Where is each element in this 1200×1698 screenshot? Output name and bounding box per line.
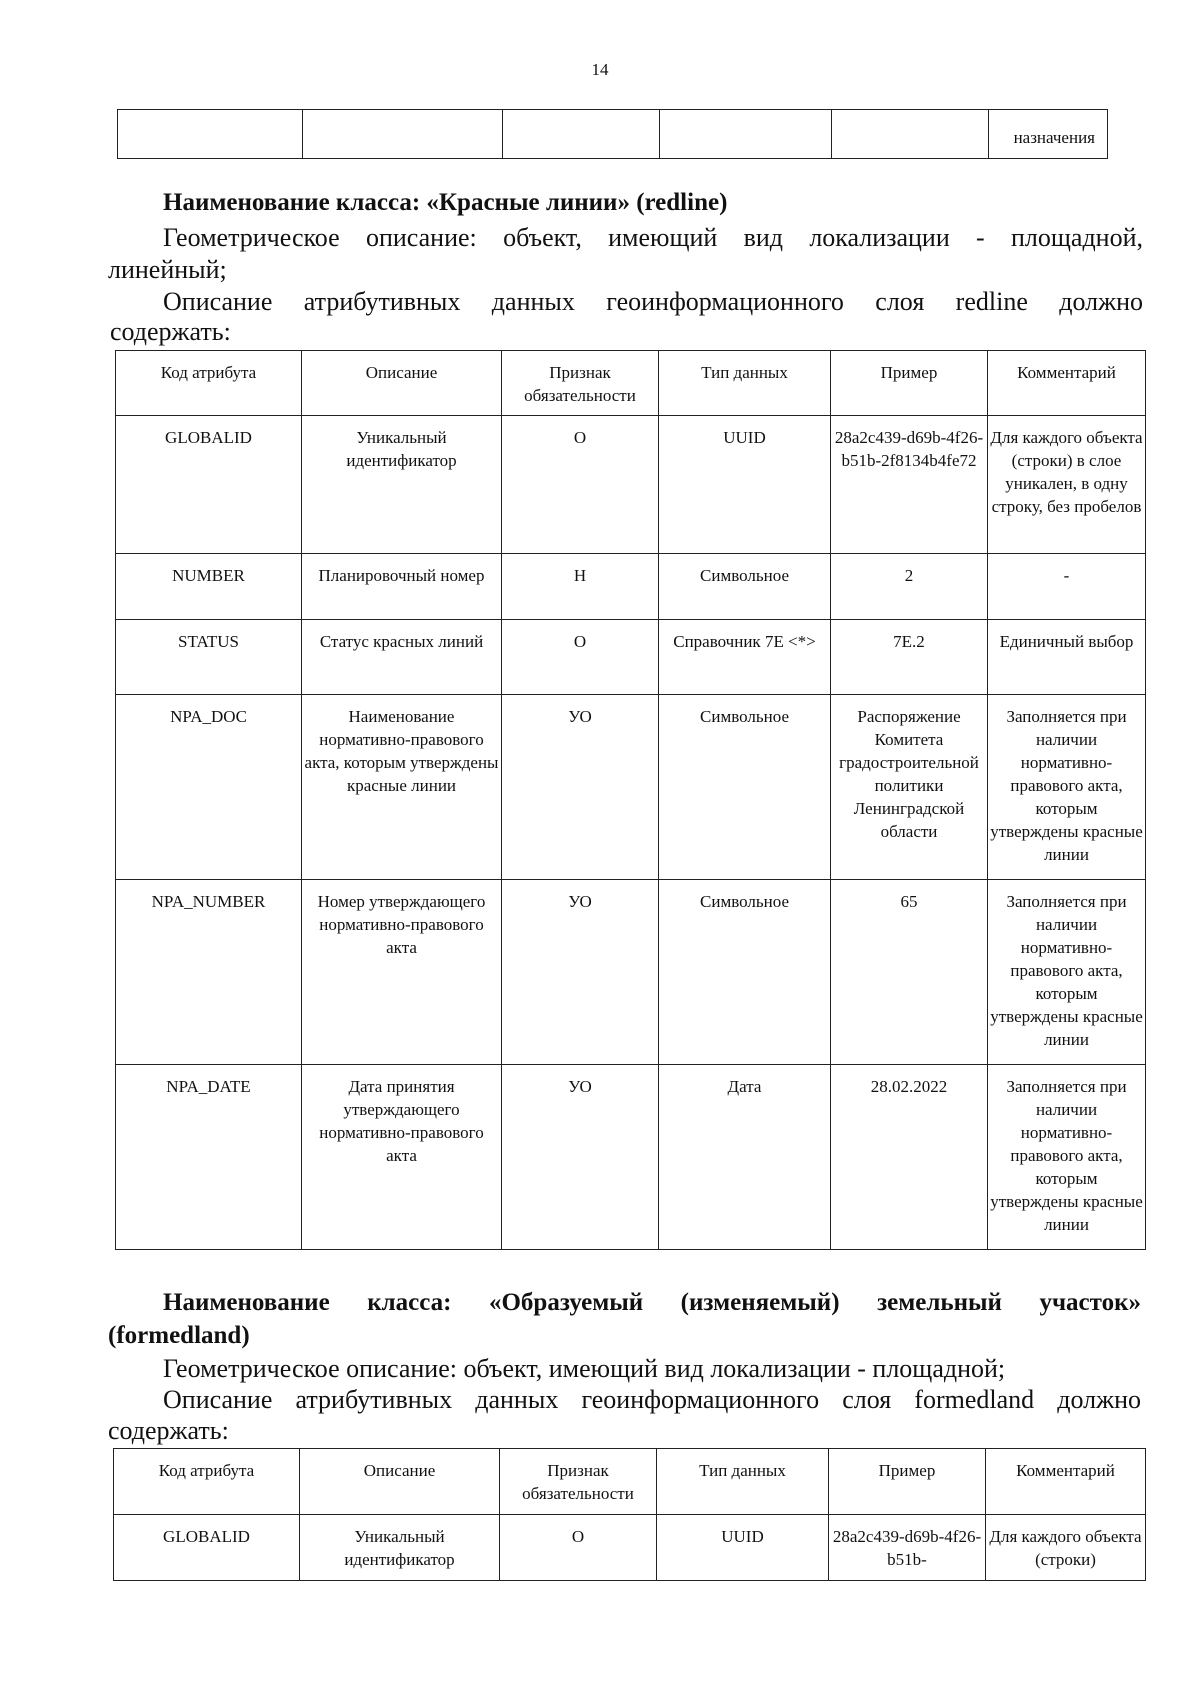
table-cell <box>503 110 660 159</box>
cell-example: 65 <box>831 880 988 1065</box>
formedland-attributes-table <box>113 1448 1146 1581</box>
cell-type: Символьное <box>659 554 831 620</box>
cell-type: Дата <box>659 1065 831 1250</box>
header-comment: Комментарий <box>988 351 1146 416</box>
table-row <box>114 1515 1146 1581</box>
redline-attributes-table <box>115 350 1146 1250</box>
cell-type: Справочник 7Е <*> <box>659 620 831 695</box>
header-description: Описание <box>302 351 502 416</box>
geometry-description-cont: линейный; <box>108 255 227 284</box>
table-row <box>116 695 1146 880</box>
cell-example: 28a2c439-d69b-4f26-b51b-2f8134b4fe72 <box>831 416 988 554</box>
cell-comment: Для каждого объекта (строки) в слое уникален, в одну строку, без пробелов <box>988 416 1146 554</box>
cell-comment: Единичный выбор <box>988 620 1146 695</box>
header-code: Код атрибута <box>114 1449 300 1515</box>
table-cell <box>660 110 832 159</box>
table-cell <box>832 110 989 159</box>
header-comment: Комментарий <box>986 1449 1146 1515</box>
attributes-description: Описание атрибутивных данных геоинформационного слоя redline должно <box>163 287 1143 316</box>
table-cell: назначения <box>989 110 1108 159</box>
cell-required: УО <box>502 880 659 1065</box>
cell-description: Статус красных линий <box>302 620 502 695</box>
cell-example: 28a2c439-d69b-4f26-b51b- <box>829 1515 986 1581</box>
page-number: 14 <box>591 60 609 79</box>
cell-required: О <box>502 416 659 554</box>
cell-code: NUMBER <box>116 554 302 620</box>
cell-type: Символьное <box>659 880 831 1065</box>
cell-type: UUID <box>657 1515 829 1581</box>
table-cell <box>118 110 303 159</box>
table-row <box>116 554 1146 620</box>
cell-example: 2 <box>831 554 988 620</box>
cell-description: Планировочный номер <box>302 554 502 620</box>
table-header-row <box>114 1449 1146 1515</box>
cell-example: Распоряжение Комитета градостроительной политики Ленинградской области <box>831 695 988 880</box>
cell-required: Н <box>502 554 659 620</box>
geometry-description: Геометрическое описание: объект, имеющий вид локализации - площадной, <box>163 223 1143 252</box>
continued-table-fragment <box>117 109 1108 159</box>
header-type: Тип данных <box>659 351 831 416</box>
table-row <box>116 416 1146 554</box>
cell-code: GLOBALID <box>116 416 302 554</box>
cell-required: УО <box>502 695 659 880</box>
cell-required: УО <box>502 1065 659 1250</box>
geometry-description-formedland: Геометрическое описание: объект, имеющий вид локализации - площадной; <box>163 1354 1006 1383</box>
cell-comment: - <box>988 554 1146 620</box>
header-type: Тип данных <box>657 1449 829 1515</box>
table-row <box>116 1065 1146 1250</box>
header-example: Пример <box>829 1449 986 1515</box>
header-required: Признак обязательности <box>500 1449 657 1515</box>
cell-example: 7Е.2 <box>831 620 988 695</box>
header-code: Код атрибута <box>116 351 302 416</box>
cell-description: Уникальный идентификатор <box>302 416 502 554</box>
section-title-redline: Наименование класса: «Красные линии» (redline) <box>163 189 728 216</box>
cell-description: Уникальный идентификатор <box>300 1515 500 1581</box>
cell-required: О <box>502 620 659 695</box>
cell-comment: Заполняется при наличии нормативно-правового акта, которым утверждены красные линии <box>988 695 1146 880</box>
attributes-description-cont: содержать: <box>110 317 231 346</box>
cell-code: NPA_DATE <box>116 1065 302 1250</box>
cell-type: UUID <box>659 416 831 554</box>
cell-code: NPA_DOC <box>116 695 302 880</box>
cell-comment: Для каждого объекта (строки) <box>986 1515 1146 1581</box>
attributes-description-formedland: Описание атрибутивных данных геоинформационного слоя formedland должно <box>163 1385 1141 1414</box>
cell-example: 28.02.2022 <box>831 1065 988 1250</box>
cell-code: STATUS <box>116 620 302 695</box>
cell-type: Символьное <box>659 695 831 880</box>
table-row <box>116 880 1146 1065</box>
cell-description: Наименование нормативно-правового акта, которым утверждены красные линии <box>302 695 502 880</box>
table-row <box>118 110 1108 159</box>
cell-code: NPA_NUMBER <box>116 880 302 1065</box>
cell-comment: Заполняется при наличии нормативно-правового акта, которым утверждены красные линии <box>988 880 1146 1065</box>
cell-required: О <box>500 1515 657 1581</box>
cell-comment: Заполняется при наличии нормативно-правового акта, которым утверждены красные линии <box>988 1065 1146 1250</box>
cell-code: GLOBALID <box>114 1515 300 1581</box>
table-header-row <box>116 351 1146 416</box>
cell-description: Номер утверждающего нормативно-правового акта <box>302 880 502 1065</box>
header-example: Пример <box>831 351 988 416</box>
section-title-formedland: Наименование класса: «Образуемый (изменяемый) земельный участок» <box>163 1289 1141 1316</box>
cell-description: Дата принятия утверждающего нормативно-правового акта <box>302 1065 502 1250</box>
attributes-description-formedland-cont: содержать: <box>108 1416 229 1445</box>
table-cell <box>303 110 503 159</box>
table-row <box>116 620 1146 695</box>
section-title-formedland-cont: (formedland) <box>108 1322 250 1349</box>
header-description: Описание <box>300 1449 500 1515</box>
header-required: Признак обязательности <box>502 351 659 416</box>
